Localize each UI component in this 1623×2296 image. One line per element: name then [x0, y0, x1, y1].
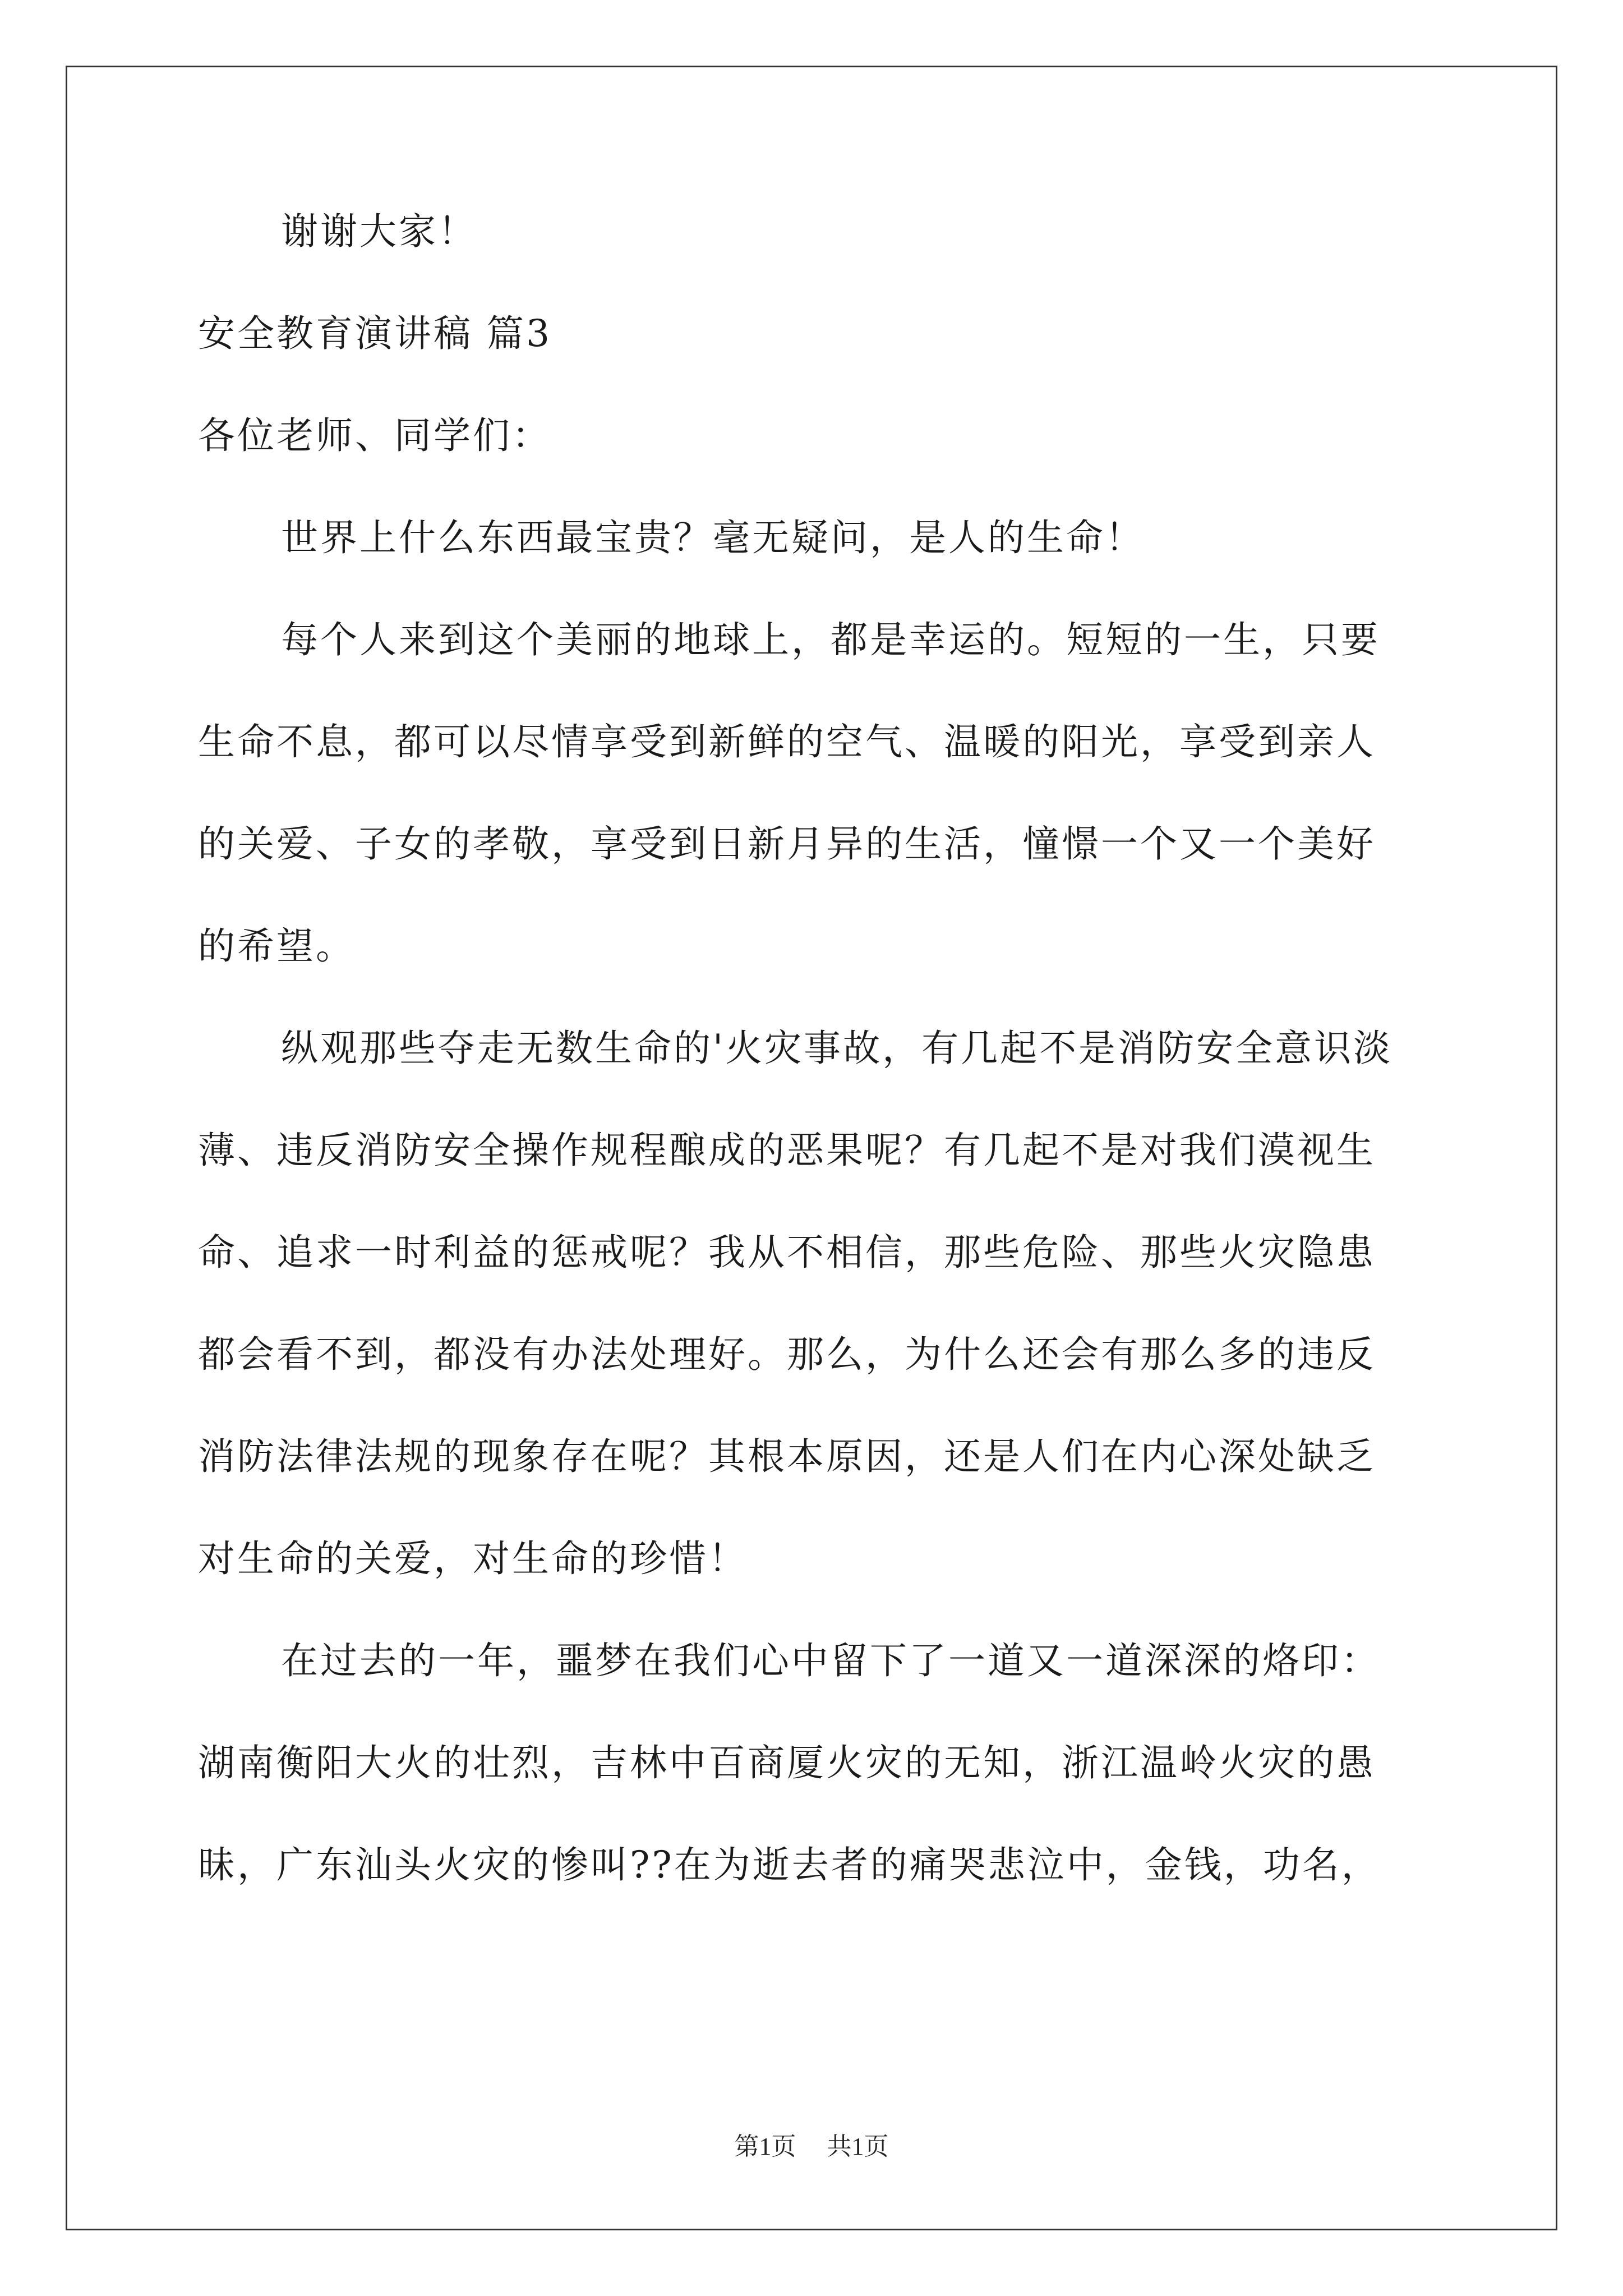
- page-total: 共1页: [827, 2133, 889, 2160]
- paragraph-line: 纵观那些夺走无数生命的'火灾事故，有几起不是消防安全意识淡: [281, 1027, 1393, 1070]
- section-heading: 安全教育演讲稿 篇3: [198, 312, 552, 355]
- paragraph-line: 对生命的关爱，对生命的珍惜！: [198, 1537, 748, 1580]
- paragraph-line: 昧，广东汕头火灾的惨叫??在为逝去者的痛哭悲泣中，金钱，功名，: [198, 1843, 1381, 1887]
- paragraph-line: 消防法律法规的现象存在呢？其根本原因，还是人们在内心深处缺乏: [198, 1435, 1376, 1478]
- paragraph-line: 湖南衡阳大火的壮烈，吉林中百商厦火灾的无知，浙江温岭火灾的愚: [198, 1741, 1376, 1784]
- document-body: [198, 210, 1426, 1949]
- page-footer: [0, 2134, 1623, 2159]
- salutation: 各位老师、同学们：: [198, 414, 551, 457]
- paragraph-line: 的关爱、子女的孝敬，享受到日新月异的生活，憧憬一个又一个美好: [198, 822, 1376, 866]
- paragraph-line: 在过去的一年，噩梦在我们心中留下了一道又一道深深的烙印：: [281, 1639, 1380, 1682]
- paragraph-line: 都会看不到，都没有办法处理好。那么，为什么还会有那么多的违反: [198, 1333, 1376, 1376]
- paragraph-line: 命、追求一时利益的惩戒呢？我从不相信，那些危险、那些火灾隐患: [198, 1231, 1376, 1274]
- paragraph-line: 的希望。: [198, 924, 355, 968]
- paragraph-line: 每个人来到这个美丽的地球上，都是幸运的。短短的一生，只要: [281, 618, 1380, 661]
- page-number: 第1页: [734, 2133, 796, 2160]
- paragraph-line: 生命不息，都可以尽情享受到新鲜的空气、温暖的阳光，享受到亲人: [198, 720, 1376, 763]
- closing-line: 谢谢大家！: [281, 210, 477, 253]
- paragraph-line: 世界上什么东西最宝贵？毫无疑问，是人的生命！: [281, 516, 1145, 559]
- paragraph-line: 薄、违反消防安全操作规程酿成的恶果呢？有几起不是对我们漠视生: [198, 1129, 1376, 1172]
